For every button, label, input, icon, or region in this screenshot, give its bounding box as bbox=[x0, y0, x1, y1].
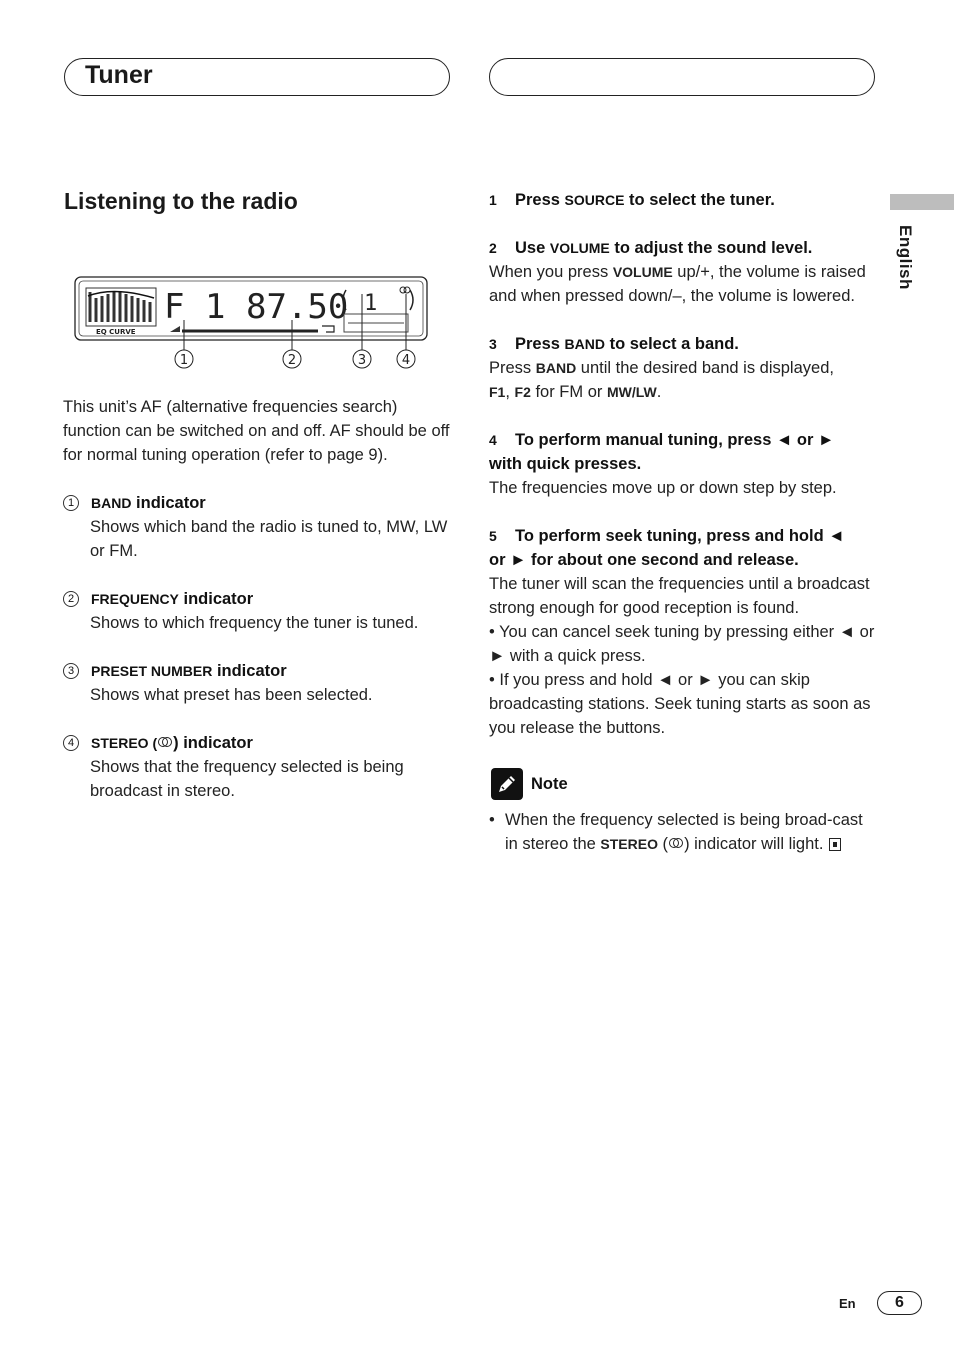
frequency-readout: 87.50 bbox=[246, 287, 349, 327]
item-key: STEREO ( bbox=[91, 735, 158, 751]
step-5-heading bbox=[489, 524, 879, 572]
step-key: SOURCE bbox=[564, 192, 625, 208]
item-number: 3 bbox=[63, 663, 79, 679]
step-text: to select a band. bbox=[605, 335, 739, 353]
body-text: up/+, the volume is raised and when pressed down/–, the volume is lowered. bbox=[489, 263, 866, 305]
step-text: to select the tuner. bbox=[624, 191, 775, 209]
band-indicator-desc: Shows which band the radio is tuned to, MW, LW or FM. bbox=[90, 518, 448, 560]
stereo-indicator-desc: Shows that the frequency selected is being broadcast in stereo. bbox=[90, 758, 404, 800]
item-rest: ) indicator bbox=[173, 734, 253, 752]
frequency-indicator-heading bbox=[63, 587, 453, 611]
body-text: . bbox=[656, 383, 662, 401]
item-key: PRESET NUMBER bbox=[91, 663, 213, 679]
body-key: F2 bbox=[514, 384, 531, 400]
step-number: 4 bbox=[489, 432, 497, 448]
intro-paragraph: This unit’s AF (alternative frequencies search) function can be switched on and off. AF should be off for normal tuning operation (refer to page 9). bbox=[63, 398, 450, 464]
step-text: Use bbox=[515, 239, 550, 257]
bullet-dot: • bbox=[489, 811, 495, 829]
item-rest: indicator bbox=[212, 662, 287, 680]
step-text: with quick presses. bbox=[489, 455, 642, 473]
stereo-indicator-heading bbox=[63, 731, 453, 755]
preset-indicator-desc: Shows what preset has been selected. bbox=[90, 686, 373, 704]
svg-text:1: 1 bbox=[179, 353, 189, 368]
note-label: Note bbox=[531, 775, 568, 793]
step-2-body bbox=[489, 260, 879, 308]
svg-text:2: 2 bbox=[287, 353, 297, 368]
callout-2 bbox=[283, 350, 301, 368]
note-bullet bbox=[489, 808, 879, 856]
frequency-indicator-desc: Shows to which frequency the tuner is tuned. bbox=[90, 614, 419, 632]
step-text: To perform manual tuning, press ◄ or ► bbox=[515, 431, 835, 449]
left-column bbox=[63, 395, 453, 803]
header-empty-frame bbox=[489, 58, 875, 96]
body-text: When the frequency selected is being broad-cast in stereo the bbox=[505, 811, 863, 853]
step-1-heading bbox=[489, 188, 879, 212]
stereo-icon bbox=[668, 837, 684, 849]
band-readout: F 1 bbox=[164, 287, 226, 327]
step-2-heading bbox=[489, 236, 879, 260]
header-title-frame bbox=[64, 58, 450, 96]
step-number: 1 bbox=[489, 192, 497, 208]
item-number: 4 bbox=[63, 735, 79, 751]
step-key: BAND bbox=[564, 336, 605, 352]
callout-1 bbox=[175, 350, 193, 368]
item-key: BAND bbox=[91, 495, 132, 511]
step-5-body: The tuner will scan the frequencies until a broadcast strong enough for good reception is found. bbox=[489, 575, 870, 617]
step-text: Press bbox=[515, 335, 565, 353]
step-text: Press bbox=[515, 191, 565, 209]
callout-4 bbox=[397, 350, 415, 368]
step-4-heading bbox=[489, 428, 879, 476]
band-indicator-heading bbox=[63, 491, 453, 515]
footer-language: En bbox=[839, 1296, 856, 1311]
end-mark-icon bbox=[829, 838, 841, 851]
step-text: to adjust the sound level. bbox=[609, 239, 813, 257]
body-key: BAND bbox=[535, 360, 577, 376]
note-heading bbox=[489, 768, 879, 800]
body-key: F1 bbox=[489, 384, 506, 400]
preset-indicator-heading bbox=[63, 659, 453, 683]
lcd-display-illustration bbox=[74, 276, 428, 372]
item-number: 1 bbox=[63, 495, 79, 511]
language-tab-label: English bbox=[896, 225, 915, 290]
step-text: To perform seek tuning, press and hold ◄ bbox=[515, 527, 845, 545]
step-text: or ► for about one second and release. bbox=[489, 551, 799, 569]
body-key: VOLUME bbox=[612, 264, 673, 280]
pencil-note-icon bbox=[491, 768, 523, 800]
eq-curve-label: EQ CURVE bbox=[96, 328, 136, 336]
step-number: 5 bbox=[489, 528, 497, 544]
step-5-bullet-2: • If you press and hold ◄ or ► you can skip broadcasting stations. Seek tuning starts as soon as you release the buttons. bbox=[489, 671, 871, 737]
body-key: STEREO bbox=[600, 836, 658, 852]
item-number: 2 bbox=[63, 591, 79, 607]
step-5-bullet-1: • You can cancel seek tuning by pressing either ◄ or ► with a quick press. bbox=[489, 623, 875, 665]
step-3-body bbox=[489, 356, 879, 404]
body-text: , bbox=[505, 383, 515, 401]
page-title: Tuner bbox=[85, 61, 153, 89]
svg-text:4: 4 bbox=[401, 353, 411, 368]
item-rest: indicator bbox=[178, 590, 254, 608]
body-text: ) indicator will light. bbox=[684, 835, 824, 853]
body-text: ( bbox=[657, 835, 669, 853]
step-3-heading bbox=[489, 332, 879, 356]
body-key: MW/LW bbox=[606, 384, 657, 400]
step-number: 2 bbox=[489, 240, 497, 256]
step-4-body: The frequencies move up or down step by step. bbox=[489, 479, 837, 497]
stereo-icon bbox=[157, 736, 173, 748]
note-text bbox=[505, 808, 879, 856]
right-column bbox=[489, 188, 879, 856]
preset-readout: 1 bbox=[364, 291, 378, 316]
body-text: until the desired band is displayed, bbox=[576, 359, 834, 377]
step-key: VOLUME bbox=[549, 240, 610, 256]
section-title: Listening to the radio bbox=[64, 188, 298, 214]
item-key: FREQUENCY bbox=[91, 591, 179, 607]
body-text: Press bbox=[489, 359, 536, 377]
body-text: for FM or bbox=[530, 383, 607, 401]
step-number: 3 bbox=[489, 336, 497, 352]
body-text: When you press bbox=[489, 263, 613, 281]
page-number: 6 bbox=[877, 1291, 922, 1315]
language-tab-marker bbox=[890, 194, 954, 210]
item-rest: indicator bbox=[131, 494, 206, 512]
callout-3 bbox=[353, 350, 371, 368]
svg-text:3: 3 bbox=[357, 353, 367, 368]
